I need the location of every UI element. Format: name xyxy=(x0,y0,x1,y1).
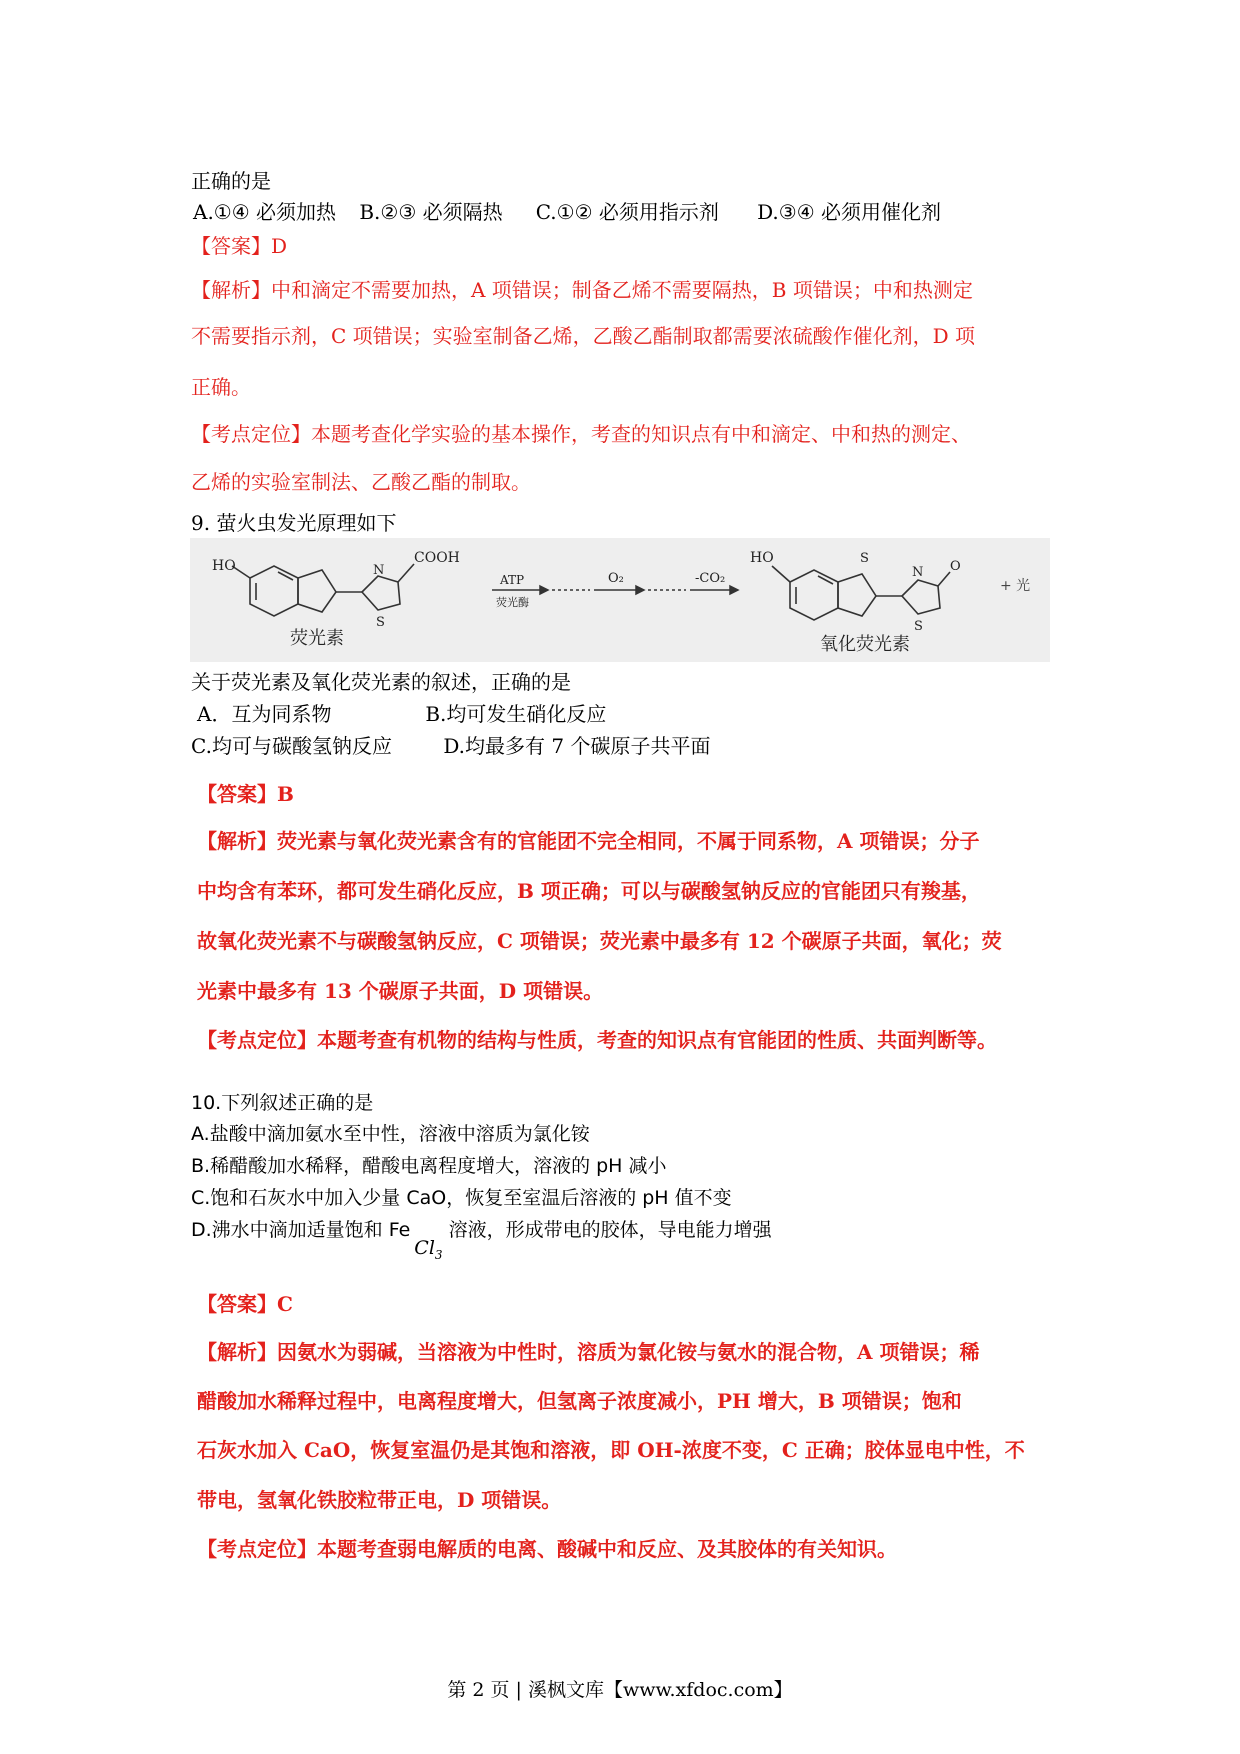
luciferin-structure xyxy=(232,564,414,616)
q10-analysis-line3: 石灰水加入 CaO，恢复室温仍是其饱和溶液，即 OH-浓度不变，C 正确；胶体显电中性，不 xyxy=(197,1438,1025,1462)
q10-analysis-line2: 醋酸加水稀释过程中，电离程度增大，但氢离子浓度减小，PH 增大，B 项错误；饱和 xyxy=(197,1389,962,1413)
q8-kaodian-line2: 乙烯的实验室制法、乙酸乙酯的制取。 xyxy=(191,470,531,494)
luciferin-cooh-label: COOH xyxy=(414,550,460,566)
luciferin-name: 荧光素 xyxy=(290,628,344,649)
q8-option-d: D.③④ 必须用催化剂 xyxy=(757,200,941,224)
reaction-scheme-svg xyxy=(190,538,1050,662)
q9-option-c: C.均可与碳酸氢钠反应 xyxy=(191,734,392,758)
q9-stem: 关于荧光素及氧化荧光素的叙述，正确的是 xyxy=(191,670,571,694)
arrow1-top-label: ATP xyxy=(500,573,525,587)
q9-analysis-line4: 光素中最多有 13 个碳原子共面，D 项错误。 xyxy=(197,979,604,1003)
q8-analysis-line1: 【解析】中和滴定不需要加热，A 项错误；制备乙烯不需要隔热，B 项错误；中和热测定 xyxy=(191,278,973,302)
q9-option-a: A．互为同系物 xyxy=(197,702,332,726)
oxyluciferin-s-label: S xyxy=(860,551,869,566)
q9-kaodian: 【考点定位】本题考查有机物的结构与性质，考查的知识点有官能团的性质、共面判断等。 xyxy=(197,1028,997,1052)
q8-analysis-line2: 不需要指示剂，C 项错误；实验室制备乙烯，乙酸乙酯制取都需要浓硫酸作催化剂，D 项 xyxy=(191,324,976,348)
q10-title: 10.下列叙述正确的是 xyxy=(191,1092,374,1114)
page-footer: 第 2 页 | 溪枫文库【www.xfdoc.com】 xyxy=(447,1679,793,1701)
q10-kaodian: 【考点定位】本题考查弱电解质的电离、酸碱中和反应、及其胶体的有关知识。 xyxy=(197,1537,897,1561)
q10-analysis-line1: 【解析】因氨水为弱碱，当溶液为中性时，溶质为氯化铵与氨水的混合物，A 项错误；稀 xyxy=(197,1340,980,1364)
luciferin-s-label: S xyxy=(376,615,385,630)
luciferin-ho-label: HO xyxy=(212,558,236,574)
q8-answer: 【答案】D xyxy=(191,234,288,258)
q9-title: 9. 萤火虫发光原理如下 xyxy=(191,511,397,535)
q8-kaodian-line1: 【考点定位】本题考查化学实验的基本操作，考查的知识点有中和滴定、中和热的测定、 xyxy=(191,422,971,446)
q10-option-d xyxy=(191,1216,772,1262)
q8-option-b: B.②③ 必须隔热 xyxy=(359,200,503,224)
q8-stem-tail: 正确的是 xyxy=(191,169,271,193)
q9-options-row2 xyxy=(191,732,710,760)
q9-option-b: B.均可发生硝化反应 xyxy=(425,702,607,726)
oxyluciferin-o-label: O xyxy=(950,559,961,574)
fecl3-formula xyxy=(414,1234,442,1269)
q10-option-b: B.稀醋酸加水稀释，醋酸电离程度增大，溶液的 pH 减小 xyxy=(191,1155,667,1177)
fecl3-subscript: 3 xyxy=(434,1247,443,1262)
q9-answer: 【答案】B xyxy=(197,782,294,806)
q10-answer: 【答案】C xyxy=(197,1292,293,1316)
q8-option-a: A.①④ 必须加热 xyxy=(193,200,337,224)
reaction-arrows xyxy=(492,586,738,594)
q8-options xyxy=(193,198,941,226)
fecl3-cl: Cl xyxy=(414,1237,435,1259)
oxyluciferin-name: 氧化荧光素 xyxy=(820,634,910,655)
arrow1-bottom-label: 荧光酶 xyxy=(496,596,529,609)
oxyluciferin-n-label: N xyxy=(912,565,924,580)
q10-option-c: C.饱和石灰水中加入少量 CaO，恢复至室温后溶液的 pH 值不变 xyxy=(191,1187,732,1209)
q9-options-row1 xyxy=(197,700,606,728)
q10-analysis-line4: 带电，氢氧化铁胶粒带正电，D 项错误。 xyxy=(197,1488,562,1512)
q8-analysis-line3: 正确。 xyxy=(191,375,251,399)
q9-analysis-line1: 【解析】荧光素与氧化荧光素含有的官能团不完全相同，不属于同系物，A 项错误；分子 xyxy=(197,829,980,853)
light-product-label: + 光 xyxy=(1000,578,1031,594)
oxyluciferin-ho-label: HO xyxy=(750,550,774,566)
arrow3-label: -CO₂ xyxy=(695,571,726,586)
q9-option-d: D.均最多有 7 个碳原子共平面 xyxy=(443,734,711,758)
q8-option-c: C.①② 必须用指示剂 xyxy=(535,200,719,224)
reaction-scheme-figure xyxy=(190,538,1050,662)
q9-analysis-line2: 中均含有苯环，都可发生硝化反应，B 项正确；可以与碳酸氢钠反应的官能团只有羧基， xyxy=(197,879,981,903)
arrow2-label: O₂ xyxy=(608,571,624,586)
oxyluciferin-s2-label: S xyxy=(914,619,923,634)
luciferin-n-label: N xyxy=(373,563,385,578)
q10-option-d-tail: 溶液，形成带电的胶体，导电能力增强 xyxy=(448,1219,772,1241)
q10-option-d-text: D.沸水中滴加适量饱和 Fe xyxy=(191,1219,411,1241)
q9-analysis-line3: 故氧化荧光素不与碳酸氢钠反应，C 项错误；荧光素中最多有 12 个碳原子共面，氧化；荧 xyxy=(197,929,1002,953)
q10-option-a: A.盐酸中滴加氨水至中性，溶液中溶质为氯化铵 xyxy=(191,1123,590,1145)
